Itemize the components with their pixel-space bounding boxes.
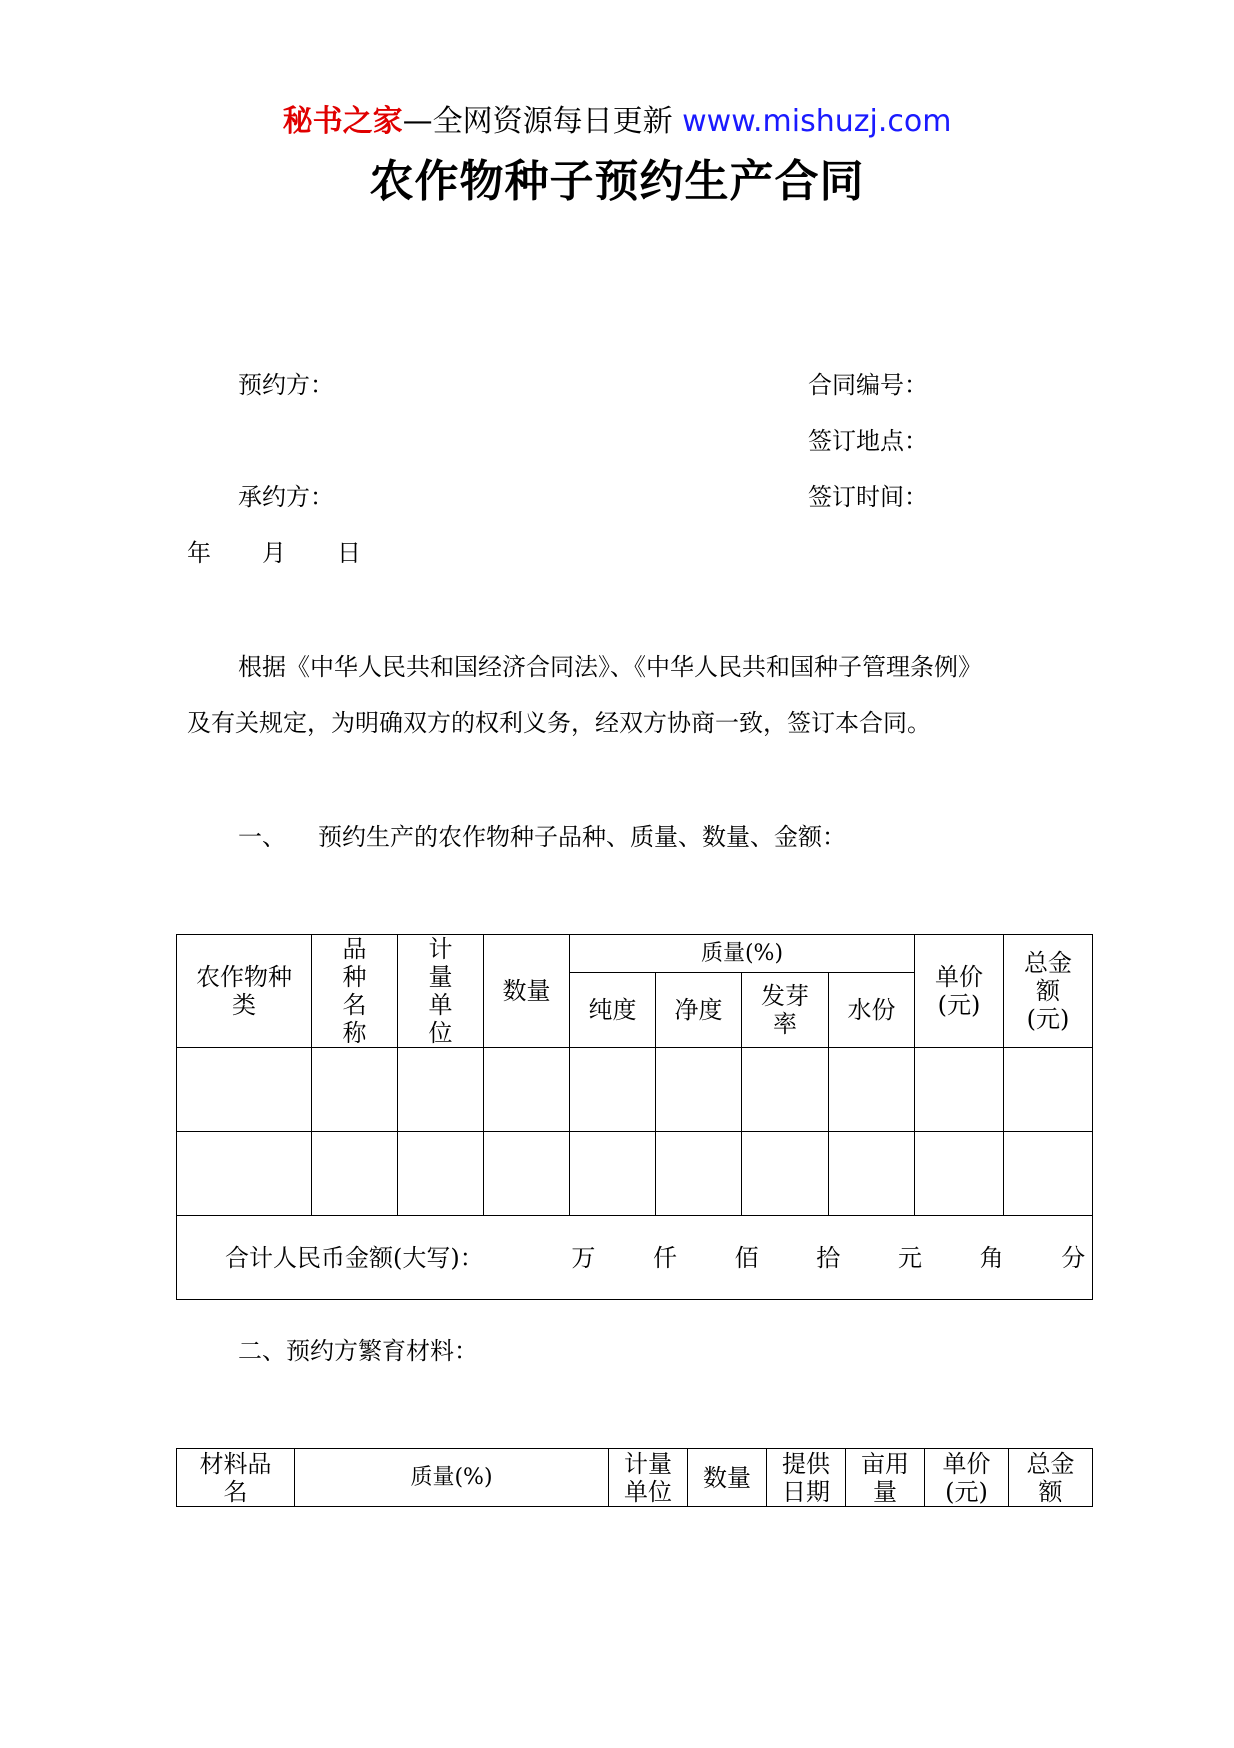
table-cell[interactable] [177, 1132, 312, 1216]
intro-line-2: 及有关规定，为明确双方的权利义务，经双方协商一致，签订本合同。 [187, 709, 931, 737]
header-purity: 纯度 [570, 973, 656, 1048]
table-cell[interactable] [742, 1132, 829, 1216]
brand-name: 秘书之家 [282, 104, 403, 139]
unit-wan: 万 [571, 1243, 596, 1272]
table-row [177, 1048, 1093, 1132]
table-cell[interactable] [484, 1132, 570, 1216]
unit-jiao: 角 [979, 1243, 1004, 1272]
slogan: —全网资源每日更新 [402, 104, 683, 139]
header-moisture: 水份 [829, 973, 915, 1048]
materials-table [176, 1448, 1093, 1507]
table-cell[interactable] [1004, 1132, 1093, 1216]
unit-yuan: 元 [897, 1243, 922, 1272]
header-quantity: 数量 [484, 935, 570, 1048]
header-crop-type: 农作物种类 [177, 935, 312, 1048]
section1-heading: 预约生产的农作物种子品种、质量、数量、金额： [318, 823, 846, 851]
header-material-quantity: 数量 [688, 1449, 767, 1507]
table-row [177, 1132, 1093, 1216]
date-day: 日 [337, 539, 361, 567]
header-quality: 质量(%) [570, 935, 915, 973]
seed-table [176, 934, 1093, 1300]
header-material-total: 总金额 [1009, 1449, 1093, 1507]
table-cell[interactable] [570, 1132, 656, 1216]
intro-line-1: 根据《中华人民共和国经济合同法》、《中华人民共和国种子管理条例》 [238, 653, 982, 681]
header-material-unit: 计量单位 [609, 1449, 688, 1507]
site-url[interactable]: www.mishuzj.com [682, 104, 952, 139]
table-cell[interactable] [398, 1132, 484, 1216]
table-cell[interactable] [829, 1048, 915, 1132]
page-title: 农作物种子预约生产合同 [369, 156, 865, 207]
sign-time-label: 签订时间： [808, 483, 928, 511]
booking-party-label: 预约方： [238, 371, 334, 399]
table-cell[interactable] [484, 1048, 570, 1132]
table-cell[interactable] [177, 1048, 312, 1132]
table-cell[interactable] [656, 1048, 742, 1132]
header-total: 总金额(元) [1004, 935, 1093, 1048]
header-material-quality: 质量(%) [295, 1449, 609, 1507]
site-header [0, 100, 1234, 144]
table-cell[interactable] [742, 1048, 829, 1132]
header-unit-price: 单价(元) [915, 935, 1004, 1048]
table-cell[interactable] [829, 1132, 915, 1216]
table-cell[interactable] [398, 1048, 484, 1132]
table-cell[interactable] [570, 1048, 656, 1132]
contractor-label: 承约方： [238, 483, 334, 511]
header-material: 材料品名 [177, 1449, 295, 1507]
table-cell[interactable] [1004, 1048, 1093, 1132]
header-material-unit-price: 单价(元) [925, 1449, 1009, 1507]
header-cleanliness: 净度 [656, 973, 742, 1048]
date-year: 年 [187, 539, 211, 567]
unit-bai: 佰 [734, 1243, 759, 1272]
header-supply-date: 提供日期 [767, 1449, 846, 1507]
unit-shi: 拾 [816, 1243, 841, 1272]
section1-number: 一、 [238, 823, 286, 851]
total-amount-label: 合计人民币金额(大写)： [225, 1243, 484, 1272]
table-cell[interactable] [915, 1048, 1004, 1132]
header-germination: 发芽率 [742, 973, 829, 1048]
unit-fen: 分 [1061, 1243, 1086, 1272]
unit-qian: 仟 [653, 1243, 678, 1272]
table-cell[interactable] [656, 1132, 742, 1216]
table-cell[interactable] [312, 1132, 398, 1216]
sign-place-label: 签订地点： [808, 427, 928, 455]
table-cell[interactable] [312, 1048, 398, 1132]
table-cell[interactable] [915, 1132, 1004, 1216]
total-amount-row [177, 1216, 1093, 1300]
contract-no-label: 合同编号： [808, 371, 928, 399]
section2-heading: 二、预约方繁育材料： [238, 1337, 478, 1365]
header-variety: 品种名称 [312, 935, 398, 1048]
date-month: 月 [262, 539, 286, 567]
header-unit: 计量单位 [398, 935, 484, 1048]
header-per-mu: 亩用量 [846, 1449, 925, 1507]
